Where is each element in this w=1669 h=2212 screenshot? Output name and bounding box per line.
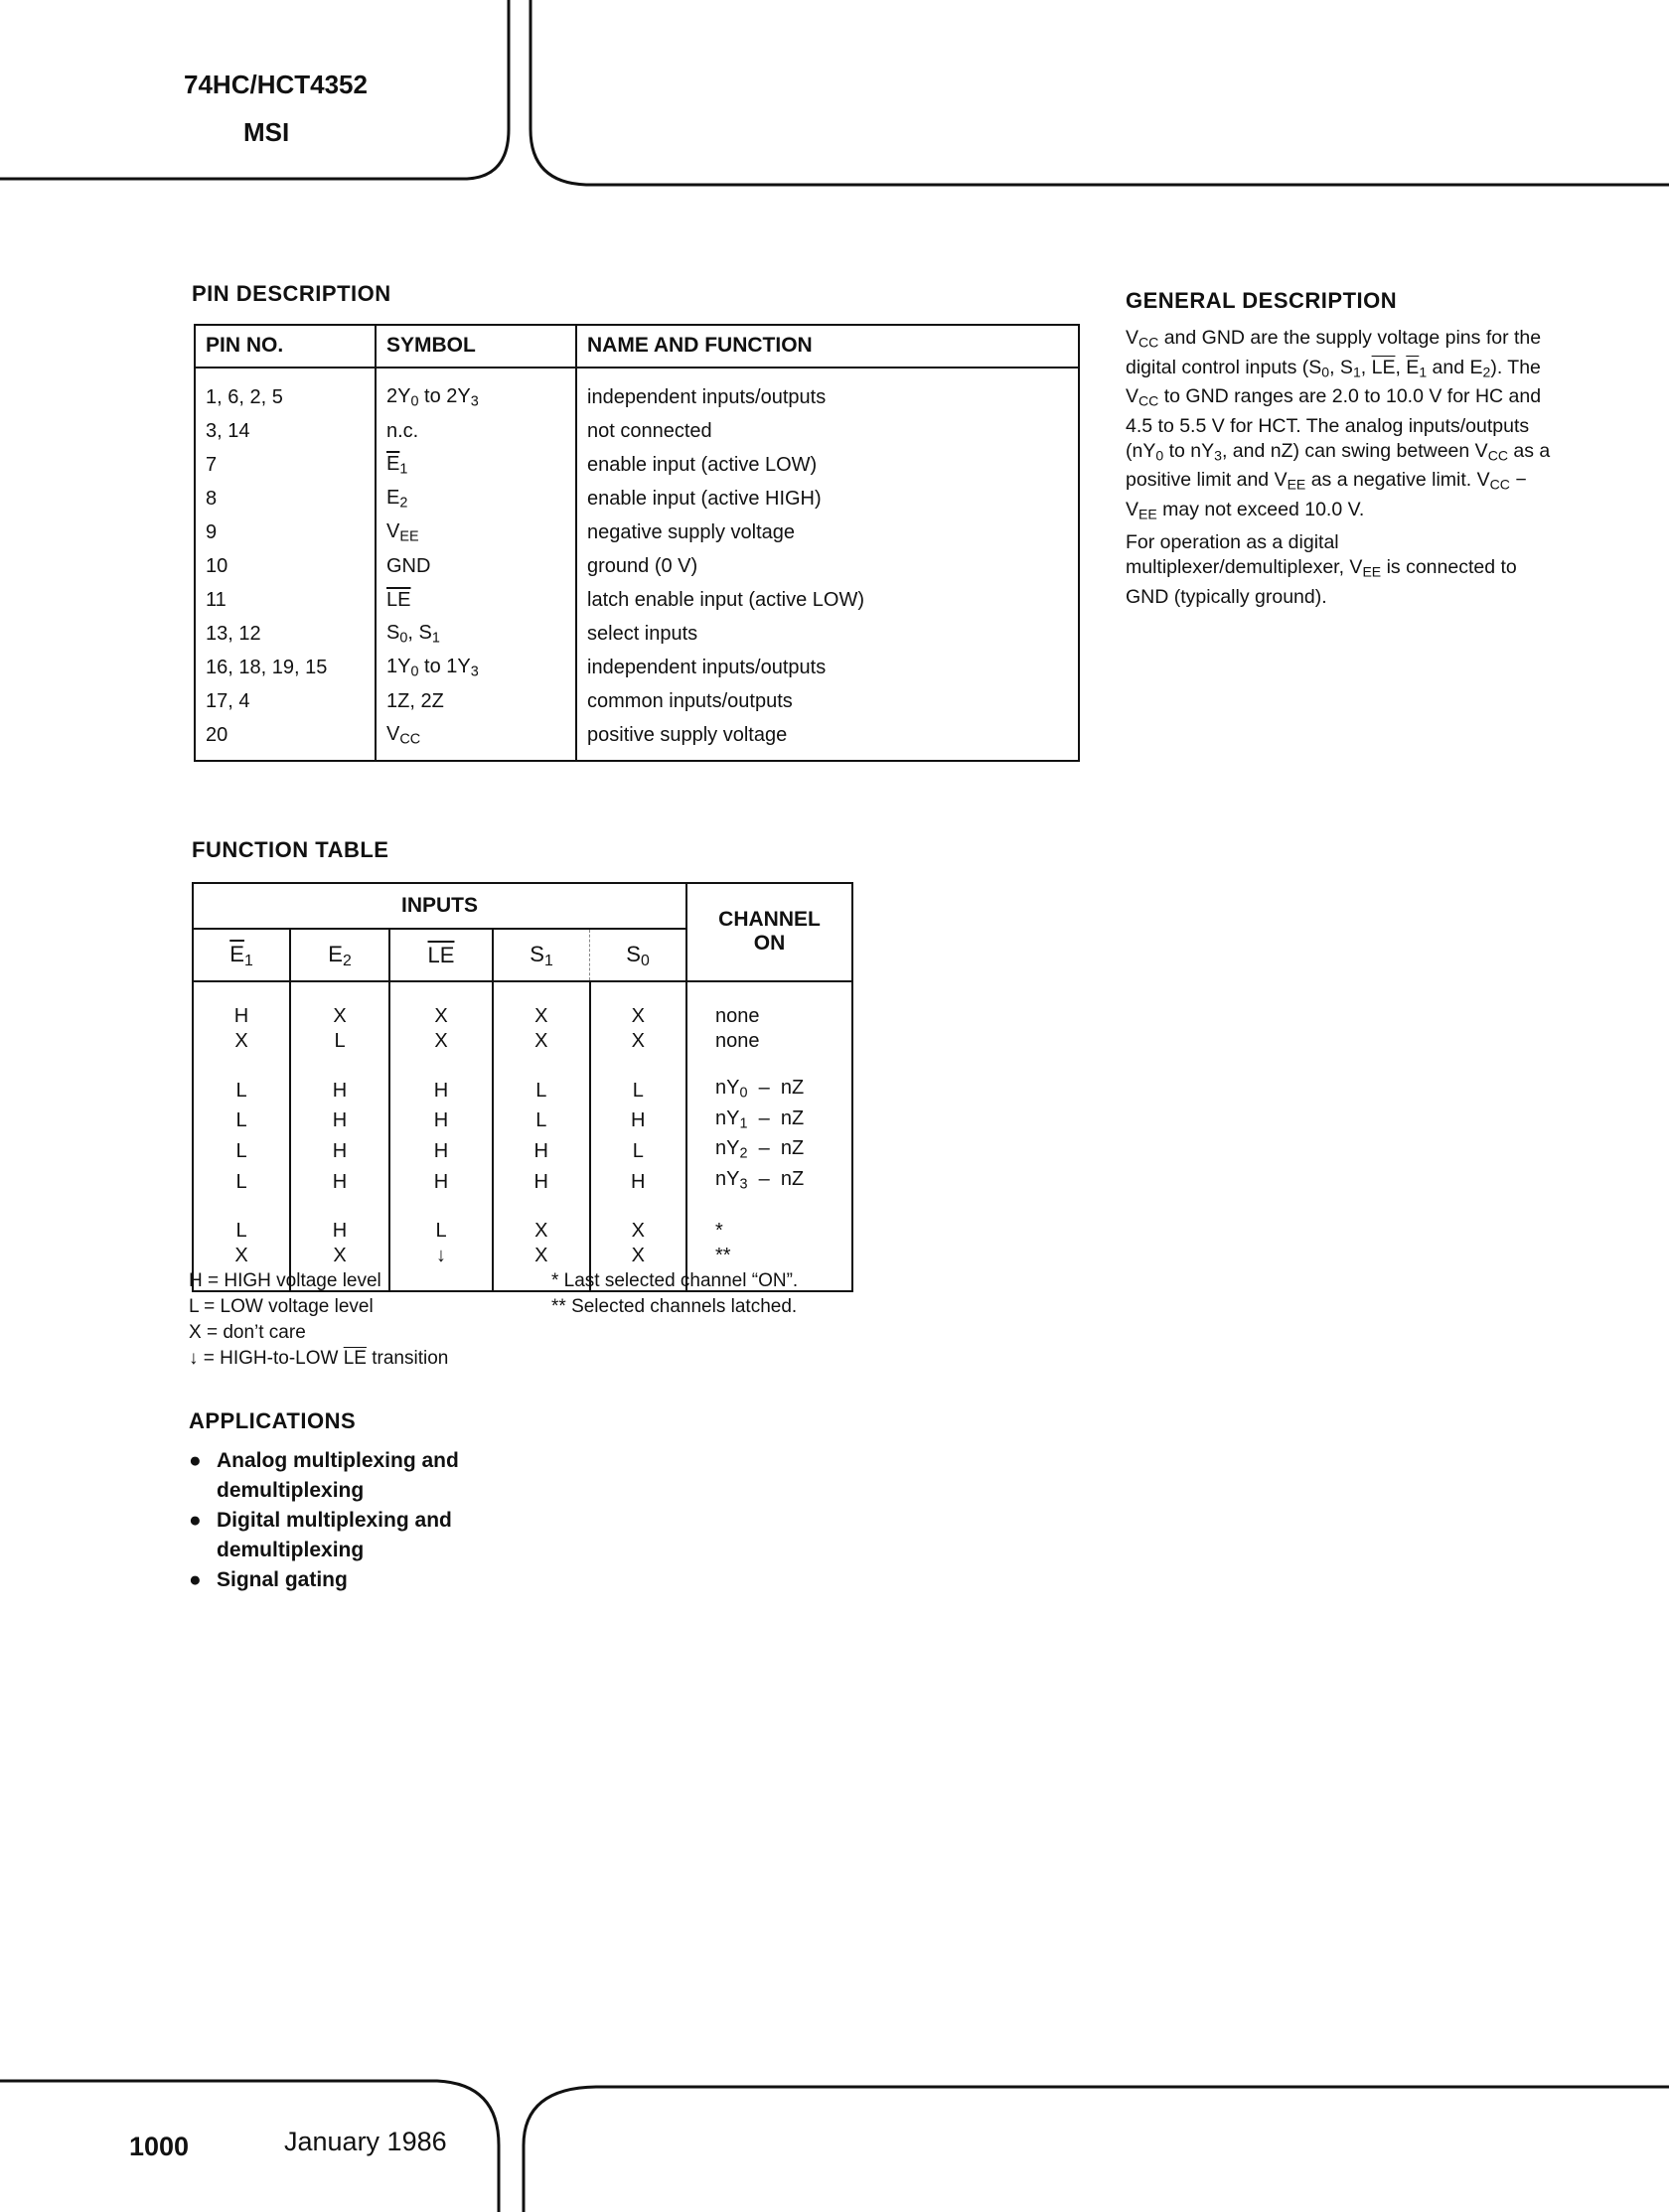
publication-date: January 1986 bbox=[284, 2127, 447, 2156]
symbol-cell: $V_{EE}$ bbox=[376, 516, 576, 549]
table-row bbox=[193, 1167, 852, 1198]
s0-cell: X bbox=[590, 1219, 687, 1244]
e1-cell: L bbox=[235, 1220, 247, 1243]
table-header-row bbox=[193, 883, 852, 929]
s0-cell: L bbox=[590, 1136, 687, 1167]
column-header-s1: $S_1$ bbox=[493, 929, 590, 981]
function-cell: ground (0 V) bbox=[576, 549, 1079, 583]
le-cell: H bbox=[389, 1106, 493, 1137]
pin-cell: 3, 14 bbox=[206, 419, 250, 442]
channel-cell: $nY_1$ – nZ bbox=[686, 1106, 852, 1137]
bullet-icon: ● bbox=[189, 1449, 202, 1472]
le-cell: X bbox=[389, 1004, 493, 1029]
table-row bbox=[195, 448, 1079, 482]
column-header-s0: $S_0$ bbox=[590, 929, 687, 981]
e1-cell: X bbox=[234, 1245, 248, 1267]
symbol-cell: n.c. bbox=[376, 414, 576, 448]
legend-item: H = HIGH voltage level bbox=[189, 1270, 381, 1291]
pin-cell: 8 bbox=[206, 487, 218, 510]
s1-cell: H bbox=[493, 1167, 590, 1198]
s1-cell: L bbox=[493, 1106, 590, 1137]
channel-cell: ** bbox=[686, 1244, 852, 1268]
table-row bbox=[195, 368, 1079, 414]
s0-cell: X bbox=[590, 1029, 687, 1054]
footnote-item: ** Selected channels latched. bbox=[551, 1296, 798, 1317]
channel-cell: $nY_2$ – nZ bbox=[686, 1136, 852, 1167]
symbol-cell: $\overline{E}_1$ bbox=[376, 448, 576, 482]
pin-cell: 20 bbox=[206, 723, 228, 746]
e2-cell: H bbox=[290, 1106, 389, 1137]
table-row bbox=[195, 516, 1079, 549]
footnote-item: * Last selected channel “ON”. bbox=[551, 1270, 799, 1291]
application-text: Signal gating bbox=[217, 1568, 348, 1591]
e2-cell: H bbox=[290, 1076, 389, 1106]
s0-cell: H bbox=[590, 1106, 687, 1137]
applications-list bbox=[189, 1446, 534, 1595]
e2-cell: X bbox=[290, 1004, 389, 1029]
symbol-cell: $V_{CC}$ bbox=[376, 718, 576, 761]
table-row bbox=[193, 1076, 852, 1106]
symbol-cell: 1Z, 2Z bbox=[376, 684, 576, 718]
pin-cell: 17, 4 bbox=[206, 689, 250, 712]
s1-cell: X bbox=[493, 1029, 590, 1054]
le-cell: X bbox=[389, 1029, 493, 1054]
s0-cell: H bbox=[590, 1167, 687, 1198]
spacer-row bbox=[193, 1054, 852, 1076]
e1-cell: L bbox=[235, 1170, 247, 1193]
table-row bbox=[195, 617, 1079, 651]
list-item bbox=[189, 1565, 534, 1595]
pin-cell: 16, 18, 19, 15 bbox=[206, 656, 328, 678]
e1-cell: X bbox=[234, 1029, 248, 1052]
e1-cell: L bbox=[235, 1139, 247, 1162]
e1-cell: L bbox=[235, 1109, 247, 1132]
applications-title: APPLICATIONS bbox=[189, 1408, 357, 1433]
e2-cell: L bbox=[290, 1029, 389, 1054]
part-number: 74HC/HCT4352 bbox=[184, 70, 368, 99]
bullet-icon: ● bbox=[189, 1509, 202, 1532]
table-row bbox=[193, 1244, 852, 1268]
application-text: Analog multiplexing and demultiplexing bbox=[217, 1449, 459, 1502]
table-row bbox=[193, 1136, 852, 1167]
spacer-row bbox=[193, 981, 852, 1004]
legend-item: X = don’t care bbox=[189, 1322, 306, 1343]
s1-cell: X bbox=[493, 1244, 590, 1268]
table-row bbox=[193, 1029, 852, 1054]
channel-cell: * bbox=[686, 1219, 852, 1244]
s0-cell: X bbox=[590, 1004, 687, 1029]
channel-cell: $nY_3$ – nZ bbox=[686, 1167, 852, 1198]
column-header: NAME AND FUNCTION bbox=[576, 325, 1079, 368]
function-cell: independent inputs/outputs bbox=[576, 368, 1079, 414]
symbol-cell: $\overline{LE}$ bbox=[376, 583, 576, 617]
s0-cell: L bbox=[590, 1076, 687, 1106]
function-table bbox=[192, 882, 853, 1292]
symbol-cell: GND bbox=[376, 549, 576, 583]
function-cell: not connected bbox=[576, 414, 1079, 448]
table-row bbox=[195, 482, 1079, 516]
list-item bbox=[189, 1506, 534, 1565]
header-right-rule bbox=[531, 0, 1669, 185]
general-description-paragraph-2: For operation as a digital multiplexer/demultiplexer, $V_{EE}$ is connected to GND (typically ground). bbox=[1126, 531, 1517, 608]
function-table-title: FUNCTION TABLE bbox=[192, 837, 389, 862]
function-cell: independent inputs/outputs bbox=[576, 651, 1079, 684]
table-row bbox=[193, 1106, 852, 1137]
table-row bbox=[195, 583, 1079, 617]
table-row bbox=[193, 1219, 852, 1244]
column-header-le: $\overline{LE}$ bbox=[389, 929, 493, 981]
function-table-legend-right bbox=[551, 1268, 798, 1320]
table-header-row bbox=[195, 325, 1079, 368]
column-header: PIN NO. bbox=[195, 325, 376, 368]
e2-cell: H bbox=[290, 1136, 389, 1167]
le-cell: L bbox=[389, 1219, 493, 1244]
le-cell: H bbox=[389, 1167, 493, 1198]
symbol-cell: $1Y_0$ to $1Y_3$ bbox=[376, 651, 576, 684]
function-cell: enable input (active HIGH) bbox=[576, 482, 1079, 516]
s1-cell: L bbox=[493, 1076, 590, 1106]
function-cell: negative supply voltage bbox=[576, 516, 1079, 549]
application-text: Digital multiplexing and demultiplexing bbox=[217, 1509, 452, 1561]
table-row bbox=[193, 1004, 852, 1029]
inputs-header: INPUTS bbox=[193, 883, 686, 929]
function-table-legend-left bbox=[189, 1268, 448, 1372]
e2-cell: H bbox=[290, 1219, 389, 1244]
table-row bbox=[195, 549, 1079, 583]
function-cell: positive supply voltage bbox=[576, 718, 1079, 761]
column-header: SYMBOL bbox=[376, 325, 576, 368]
channel-on-header bbox=[686, 883, 852, 981]
pin-cell: 1, 6, 2, 5 bbox=[206, 385, 283, 408]
page-number: 1000 bbox=[129, 2132, 190, 2161]
function-cell: common inputs/outputs bbox=[576, 684, 1079, 718]
s1-cell: X bbox=[493, 1219, 590, 1244]
le-cell: H bbox=[389, 1076, 493, 1106]
pin-cell: 10 bbox=[206, 554, 228, 577]
symbol-cell: $2Y_0$ to $2Y_3$ bbox=[376, 368, 576, 414]
e1-cell: L bbox=[235, 1079, 247, 1102]
pin-cell: 13, 12 bbox=[206, 622, 261, 645]
pin-cell: 11 bbox=[206, 588, 227, 611]
channel-cell: none bbox=[686, 1029, 852, 1054]
table-row bbox=[195, 651, 1079, 684]
legend-item: L = LOW voltage level bbox=[189, 1296, 374, 1317]
le-cell: ↓ bbox=[389, 1244, 493, 1268]
bullet-icon: ● bbox=[189, 1568, 202, 1591]
table-row bbox=[195, 684, 1079, 718]
column-header-e2: $E_2$ bbox=[290, 929, 389, 981]
function-cell: latch enable input (active LOW) bbox=[576, 583, 1079, 617]
table-row bbox=[195, 414, 1079, 448]
general-description-body bbox=[1126, 326, 1553, 610]
general-description-title: GENERAL DESCRIPTION bbox=[1126, 288, 1398, 313]
pin-description-title: PIN DESCRIPTION bbox=[192, 281, 391, 306]
symbol-cell: $S_0$, $S_1$ bbox=[376, 617, 576, 651]
footer-right-rule bbox=[524, 2087, 1669, 2212]
spacer-row bbox=[193, 1197, 852, 1219]
list-item bbox=[189, 1446, 534, 1506]
channel-cell: $nY_0$ – nZ bbox=[686, 1076, 852, 1106]
pin-cell: 7 bbox=[206, 453, 218, 476]
s1-cell: X bbox=[493, 1004, 590, 1029]
channel-header-line-1: CHANNEL bbox=[718, 908, 821, 932]
channel-cell: none bbox=[686, 1004, 852, 1029]
general-description-paragraph-1: $V_{CC}$ and GND are the supply voltage pins for the digital control inputs ($S_0$, $S_1$, $\overline{LE}$, $\overline{E}_1$ and $E_2$). The $V_{CC}$ to GND ranges are 2.0 to 10.0 V for HC and 4.5 to 5.5 V for HCT. The analog inputs/outputs ($nY_0$ to $nY_3$, and nZ) can swing between $V_{CC}$ as a positive limit and $V_{EE}$ as a negative limit. $V_{CC} - V_{EE}$ may not exceed 10.0 V. bbox=[1126, 327, 1551, 521]
pin-cell: 9 bbox=[206, 520, 218, 543]
channel-header-line-2: ON bbox=[753, 932, 786, 956]
function-cell: enable input (active LOW) bbox=[576, 448, 1079, 482]
le-cell: H bbox=[389, 1136, 493, 1167]
legend-item-transition: ↓ = HIGH-to-LOW $\overline{LE}$ transition bbox=[189, 1348, 449, 1369]
function-cell: select inputs bbox=[576, 617, 1079, 651]
s0-cell: X bbox=[590, 1244, 687, 1268]
s1-cell: H bbox=[493, 1136, 590, 1167]
e2-cell: X bbox=[290, 1244, 389, 1268]
pin-description-table bbox=[194, 324, 1080, 762]
e1-cell: H bbox=[233, 1004, 249, 1027]
e2-cell: H bbox=[290, 1167, 389, 1198]
symbol-cell: $E_2$ bbox=[376, 482, 576, 516]
table-row bbox=[195, 718, 1079, 761]
column-header-e1: $\overline{E}_1$ bbox=[193, 929, 290, 981]
device-class: MSI bbox=[243, 117, 290, 147]
